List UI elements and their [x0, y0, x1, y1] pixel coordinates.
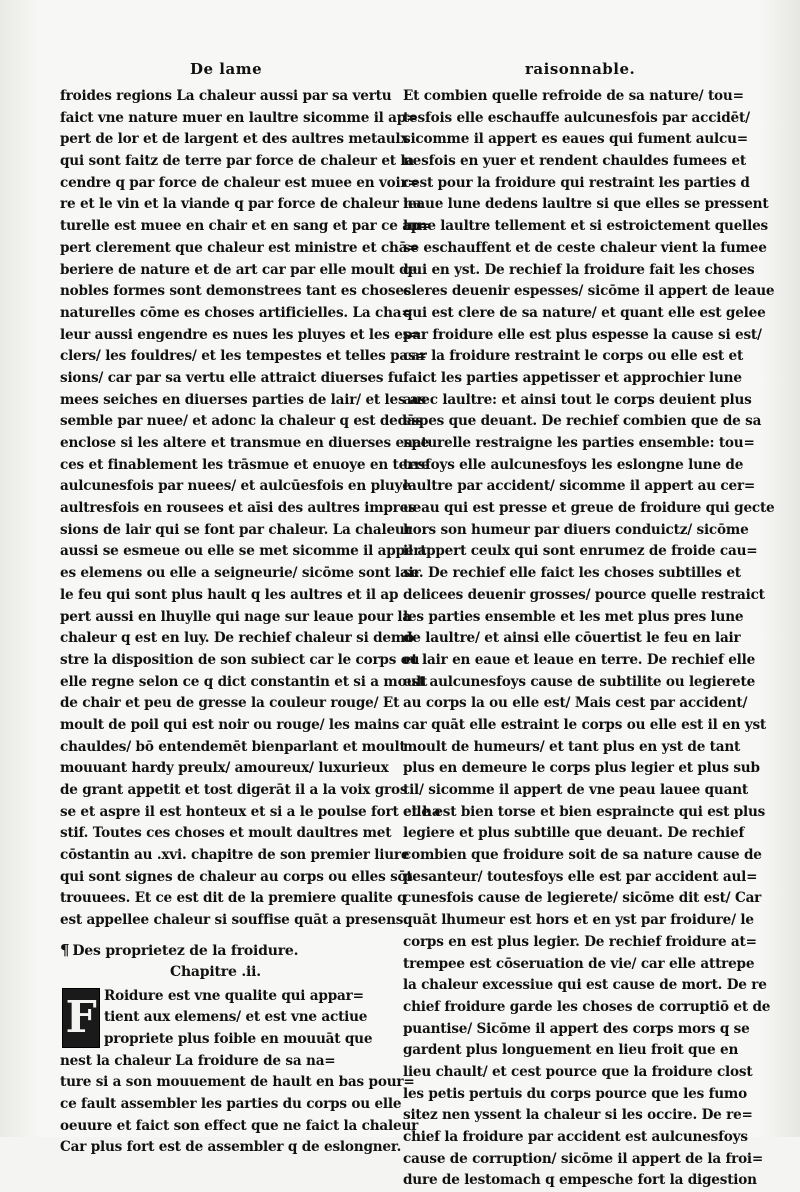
text-line: faict vne nature muer en laultre sicomme il ap=: [60, 109, 418, 126]
text-line: lune laultre tellement et si estroictement quelles: [403, 218, 768, 235]
text-line: legiere et plus subtille que deuant. De rechief: [403, 825, 745, 842]
text-line: Roidure est vne qualite qui appar=: [104, 987, 364, 1004]
text-line: cōstantin au .xvi. chapitre de son premier liure: [60, 847, 410, 864]
text-line: sicomme il appert es eaues qui fument aulcu=: [403, 131, 748, 148]
text-line: stif. Toutes ces choses et moult daultres met: [60, 825, 392, 842]
decorated-initial: F: [62, 988, 100, 1048]
text-line: turelle est muee en chair et en sang et par ce ap=: [60, 218, 432, 235]
text-line: oeuure et faict son effect que ne faict la chaleur: [60, 1117, 419, 1134]
text-line: nobles formes sont demonstrees tant es choses: [60, 283, 412, 300]
text-line: nesfois en yuer et rendent chauldes fumees et: [403, 153, 746, 170]
text-line: stre la disposition de son subiect car le corps ou: [60, 651, 420, 668]
text-line: plus en demeure le corps plus legier et plus sub: [403, 760, 760, 777]
text-line: qui est clere de sa nature/ et quant elle est gelee: [403, 304, 766, 321]
text-line: corps en est plus legier. De rechief froidure at=: [403, 933, 757, 950]
text-line: au corps la ou elle est/ Mais cest par accident/: [403, 695, 748, 712]
text-line: re et le vin et la viande q par force de chaleur na: [60, 196, 422, 213]
text-line: est appellee chaleur si souffise quāt a presens.: [60, 912, 408, 929]
text-line: sions de lair qui se font par chaleur. La chaleur: [60, 521, 412, 538]
pilcrow-icon: ¶: [60, 940, 70, 959]
text-line: cest pour la froidure qui restraint les parties d: [403, 174, 750, 191]
text-line: pert clerement que chaleur est ministre et chā=: [60, 239, 419, 256]
text-line: quāt lhumeur est hors et en yst par froidure/ le: [403, 912, 754, 929]
text-line: elle est bien torse et bien espraincte qui est plus: [403, 803, 766, 820]
text-line: tesfois elle eschauffe aulcunesfois par accidēt/: [403, 109, 750, 126]
text-line: est aulcunesfoys cause de subtilite ou legierete: [403, 673, 756, 690]
text-line: propriete plus foible en mouuāt que: [104, 1030, 373, 1047]
text-line: delicees deuenir grosses/ pource quelle restraict: [403, 586, 765, 603]
text-line: aulcunesfois par nuees/ et aulcūesfois en pluye: [60, 478, 411, 495]
text-line: cunesfois cause de legierete/ sicōme dit est/ Car: [403, 890, 762, 907]
text-line: se eschauffent et de ceste chaleur vient la fumee: [403, 239, 767, 256]
text-line: elle regne selon ce q dict constantin et si a moult: [60, 673, 428, 690]
text-line: chaleur q est en luy. De rechief chaleur si demō: [60, 630, 414, 647]
text-line: chief la froidure par accident est aulcunesfoys: [403, 1129, 748, 1145]
text-line: et lair en eaue et leaue en terre. De rechief elle: [403, 651, 756, 668]
text-line: cleres deuenir espesses/ sicōme il appert de leaue: [403, 283, 775, 300]
text-line: pert aussi en lhuylle qui nage sur leaue pour la: [60, 608, 411, 625]
chapter-heading: [60, 940, 385, 962]
text-line: qui en yst. De rechief la froidure fait les choses: [403, 261, 755, 278]
text-line: leaue lune dedens laultre si que elles se pressent: [403, 196, 769, 213]
text-line: mees seiches en diuerses parties de lair/ et les as: [60, 391, 426, 408]
text-line: pesanteur/ toutesfoys elle est par accident aul=: [403, 868, 758, 885]
text-line: moult de humeurs/ et tant plus en yst de tant: [403, 738, 741, 755]
text-line: naturelles cōme es choses artificielles. La cha=: [60, 304, 413, 321]
text-line: trempee est cōseruation de vie/ car elle attrepe: [403, 955, 755, 972]
text-line: qui sont signes de chaleur au corps ou elles sōt: [60, 868, 413, 885]
text-line: naturelle restraigne les parties ensemble: tou=: [403, 435, 755, 451]
text-line: de laultre/ et ainsi elle cōuertist le feu en lair: [403, 630, 741, 647]
running-head-left: De lame: [190, 60, 263, 78]
text-line: auec laultre: et ainsi tout le corps deuient plus: [403, 391, 752, 408]
text-line: les parties ensemble et les met plus pres lune: [403, 608, 744, 625]
text-line: faict les parties appetisser et approchier lune: [403, 369, 742, 386]
text-line: tesfoys elle aulcunesfoys les eslongne lune de: [403, 456, 744, 473]
text-line: se. De rechief elle faict les choses subtilles et: [403, 565, 741, 582]
text-line: clers/ les fouldres/ et les tempestes et telles pas=: [60, 348, 427, 365]
text-line: tient aux elemens/ et est vne actiue: [104, 1009, 368, 1026]
text-line: ture si a son mouuement de hault en bas pour=: [60, 1074, 415, 1091]
text-line: par froidure elle est plus espesse la cause si est/: [403, 326, 762, 343]
chapter-number: Chapitre .ii.: [170, 963, 261, 980]
text-line: pert de lor et de largent et des aultres metaulx: [60, 131, 409, 148]
text-line: trouuees. Et ce est dit de la premiere qualite q: [60, 890, 407, 907]
text-line: gardent plus longuement en lieu froit que en: [403, 1042, 739, 1059]
text-line: ueau qui est presse et greue de froidure qui gecte: [403, 500, 775, 517]
text-line: semble par nuee/ et adonc la chaleur q est dedās: [60, 413, 423, 430]
text-line: beriere de nature et de art car par elle moult de: [60, 261, 417, 278]
text-line: moult de poil qui est noir ou rouge/ les mains: [60, 716, 400, 733]
text-line: les petis pertuis du corps pource que les fumo: [403, 1085, 747, 1102]
text-line: lieu chault/ et cest pource que la froidure clost: [403, 1063, 753, 1080]
text-line: cause de corruption/ sicōme il appert de la froi=: [403, 1150, 764, 1167]
text-line: combien que froidure soit de sa nature cause de: [403, 847, 762, 864]
text-line: il appert ceulx qui sont enrumez de froide cau=: [403, 543, 758, 560]
text-line: es elemens ou elle a seigneurie/ sicōme sont lair: [60, 565, 421, 582]
text-line: leur aussi engendre es nues les pluyes et les es=: [60, 326, 422, 343]
text-line: puantise/ Sicōme il appert des corps mors q se: [403, 1020, 750, 1037]
text-line: Car plus fort est de assembler q de eslongner.: [60, 1139, 402, 1156]
text-line: se et aspre il est honteux et si a le poulse fort et ha: [60, 803, 441, 820]
text-line: hors son humeur par diuers conduictz/ sicōme: [403, 521, 749, 538]
text-line: ce fault assembler les parties du corps ou elle: [60, 1095, 402, 1112]
text-line: de grant appetit et tost digerāt il a la voix gros: [60, 782, 408, 798]
text-line: sions/ car par sa vertu elle attraict diuerses fu: [60, 369, 404, 386]
text-line: Et combien quelle refroide de sa nature/ tou=: [403, 88, 744, 104]
text-line: froides regions La chaleur aussi par sa vertu: [60, 88, 392, 104]
running-head-right: raisonnable.: [525, 60, 636, 78]
text-line: qui sont faitz de terre par force de chaleur et la: [60, 153, 414, 170]
text-line: laultre par accident/ sicomme il appert au cer=: [403, 478, 756, 495]
text-line: sitez nen yssent la chaleur si les occire. De re=: [403, 1107, 753, 1124]
chapter-heading-text: Des proprietez de la froidure.: [72, 942, 299, 959]
text-line: la chaleur excessiue qui est cause de mort. De re: [403, 977, 767, 994]
text-line: cendre q par force de chaleur est muee en voir=: [60, 174, 419, 191]
text-line: dure de lestomach q empesche fort la digestion: [403, 1172, 757, 1189]
text-line: mouuant hardy preulx/ amoureux/ luxurieux: [60, 760, 389, 777]
text-line: chief froidure garde les choses de corruptiō et de: [403, 998, 771, 1015]
text-line: de chair et peu de gresse la couleur rouge/ Et: [60, 695, 400, 712]
text-line: car la froidure restraint le corps ou elle est et: [403, 348, 744, 365]
text-line: enclose si les altere et transmue en diuerses espe: [60, 435, 430, 451]
text-line: ces et finablement les trāsmue et enuoye en terre: [60, 456, 430, 473]
text-line: aussi se esmeue ou elle se met sicomme il appert: [60, 543, 427, 560]
text-line: le feu qui sont plus hault q les aultres et il ap: [60, 586, 399, 603]
text-line: nest la chaleur La froidure de sa na=: [60, 1052, 336, 1069]
text-line: chauldes/ bō entendemēt bienparlant et moult: [60, 738, 406, 755]
text-line: car quāt elle estraint le corps ou elle est il en yst: [403, 716, 767, 733]
text-line: aultresfois en rousees et aīsi des aultres impres: [60, 500, 416, 517]
text-line: til/ sicomme il appert de vne peau lauee quant: [403, 782, 748, 798]
text-line: espes que deuant. De rechief combien que de sa: [403, 413, 762, 430]
right-text-column: [403, 86, 775, 1192]
left-text-column: [60, 86, 441, 1159]
chapter-opening: [60, 986, 419, 1160]
